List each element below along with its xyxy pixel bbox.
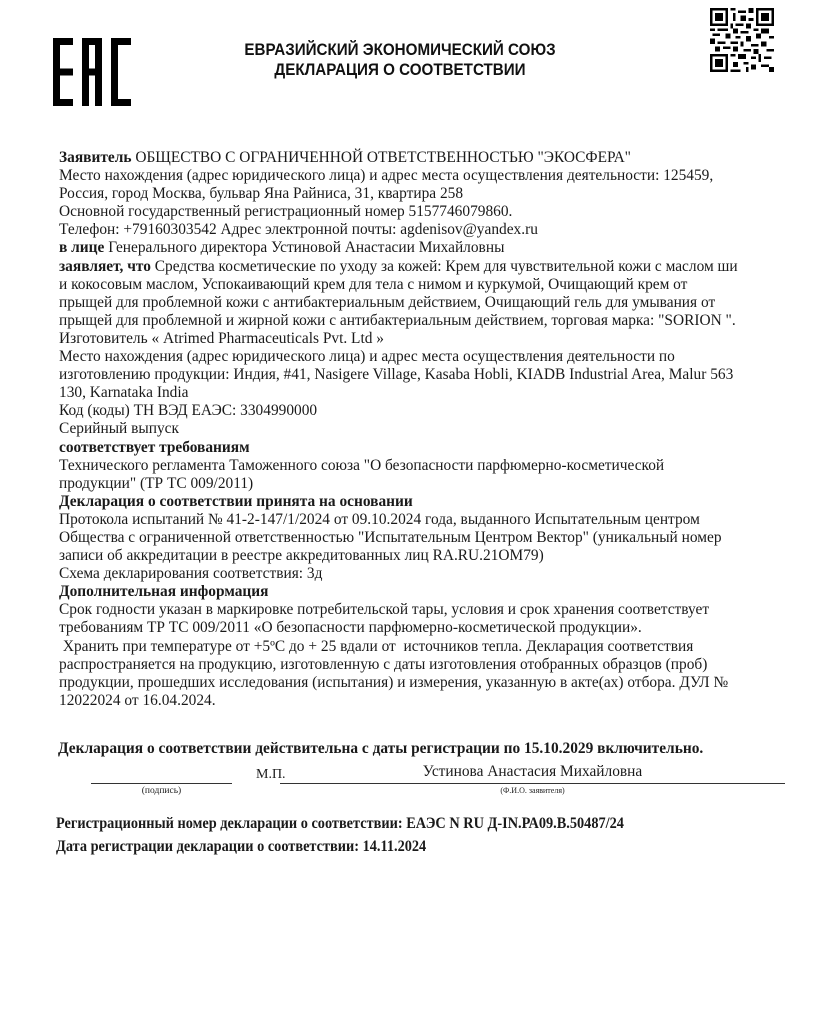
- declaration-scheme: Схема декларирования соответствия: 3д: [59, 565, 323, 583]
- products-line3: прыщей для проблемной кожи с антибактериальным действием, Очищающий гель для умывания от: [59, 293, 716, 311]
- products-line2: и кокосовым маслом, Успокаивающий крем для тела с нимом и куркумой, Очищающий крем от: [59, 275, 688, 293]
- applicant-name: ОБЩЕСТВО С ОГРАНИЧЕННОЙ ОТВЕТСТВЕННОСТЬЮ "ЭКОСФЕРА": [135, 149, 631, 166]
- declares-label: заявляет, что: [59, 257, 151, 275]
- declaration-body: [59, 149, 799, 710]
- applicant-label: Заявитель: [59, 149, 132, 166]
- manufacturer-address-line2: изготовлению продукции: Индия, #41, Nasigere Village, Kasaba Hobli, KIADB Industrial Area, Malur 563: [59, 366, 734, 384]
- manufacturer-address-line3: 130, Karnataka India: [59, 384, 189, 402]
- products-text-1: Средства косметические по уходу за кожей: Крем для чувствительной кожи с маслом ши: [154, 257, 738, 275]
- hs-code: Код (коды) ТН ВЭД ЕАЭС: 3304990000: [59, 402, 318, 420]
- products-section: [59, 258, 799, 439]
- applicant-address-line1: Место нахождения (адрес юридического лица) и адрес места осуществления деятельности: 125459,: [59, 167, 714, 185]
- name-line: [280, 783, 785, 784]
- basis-section: [59, 493, 799, 583]
- requirements-section: [59, 439, 799, 493]
- basis-line1: Протокола испытаний № 41-2-147/1/2024 от 09.10.2024 года, выданного Испытательным центром: [59, 510, 700, 528]
- name-caption: (Ф.И.О. заявителя): [500, 786, 565, 795]
- additional-line5: продукции, прошедших исследования (испытания) и измерения, указанную в акте(ах) отбора. ДУЛ №: [59, 673, 729, 691]
- basis-heading: Декларация о соответствии принята на основании: [59, 492, 413, 510]
- products-line4: прыщей для проблемной и жирной кожи с антибактериальным действием, торговая марка: "SORION ".: [59, 311, 736, 329]
- additional-line1: Срок годности указан в маркировке потребительской тары, условия и срок хранения соответствует: [59, 601, 710, 619]
- signature-line: [91, 783, 232, 784]
- eac-logo-icon: [53, 38, 131, 106]
- requirements-line2: продукции" (ТР ТС 009/2011): [59, 474, 254, 492]
- document-title: [170, 40, 630, 80]
- basis-line2: Общества с ограниченной ответственностью "Испытательным Центром Вектор" (уникальный номер: [59, 528, 722, 546]
- additional-heading: Дополнительная информация: [59, 583, 269, 601]
- validity-statement: Декларация о соответствии действительна с даты регистрации по 15.10.2029 включительно.: [58, 740, 704, 757]
- signature-caption: (подпись): [141, 786, 182, 796]
- title-union: ЕВРАЗИЙСКИЙ ЭКОНОМИЧЕСКИЙ СОЮЗ: [244, 41, 556, 59]
- represented-by: Генерального директора Устиновой Анастасии Михайловны: [108, 239, 505, 257]
- requirements-heading: соответствует требованиям: [59, 438, 250, 456]
- registration-number: Регистрационный номер декларации о соответствии: ЕАЭС N RU Д-IN.РА09.В.50487/24: [56, 815, 624, 832]
- applicant-contacts: Телефон: +79160303542 Адрес электронной почты: agdenisov@yandex.ru: [59, 221, 538, 239]
- title-declaration: ДЕКЛАРАЦИЯ О СООТВЕТСТВИИ: [274, 61, 526, 79]
- represented-label: в лице: [59, 239, 105, 257]
- qr-code-icon[interactable]: [710, 8, 774, 72]
- requirements-line1: Технического регламента Таможенного союза "О безопасности парфюмерно-косметической: [59, 456, 665, 474]
- applicant-address-line2: Россия, город Москва, бульвар Яна Райниса, 31, квартира 258: [59, 185, 464, 203]
- release-type: Серийный выпуск: [59, 420, 179, 438]
- stamp-placeholder: М.П.: [256, 767, 286, 782]
- manufacturer-address-line1: Место нахождения (адрес юридического лица) и адрес места осуществления деятельности по: [59, 348, 675, 366]
- basis-line3: записи об аккредитации в реестре аккредитованных лиц RA.RU.21ОМ79): [59, 547, 544, 565]
- applicant-section: [59, 149, 799, 258]
- additional-line3: Хранить при температуре от +5ºС до + 25 вдали от источников тепла. Декларация соответствия: [59, 637, 694, 655]
- applicant-ogrn: Основной государственный регистрационный номер 5157746079860.: [59, 203, 513, 221]
- registration-date: Дата регистрации декларации о соответствии: 14.11.2024: [56, 838, 427, 855]
- signer-name: Устинова Анастасия Михайловна: [422, 763, 643, 780]
- additional-line4: распространяется на продукцию, изготовленную с даты изготовления отобранных образцов (проб): [59, 655, 708, 673]
- represented-line: [59, 239, 799, 257]
- applicant-line: [59, 149, 799, 167]
- products-line1: [59, 258, 799, 276]
- additional-line6: 12022024 от 16.04.2024.: [59, 691, 216, 709]
- additional-line2: требованиям ТР ТС 009/2011 «О безопасности парфюмерно-косметической продукции».: [59, 619, 642, 637]
- additional-info-section: [59, 583, 799, 710]
- manufacturer: Изготовитель « Atrimed Pharmaceuticals Pvt. Ltd »: [59, 329, 384, 347]
